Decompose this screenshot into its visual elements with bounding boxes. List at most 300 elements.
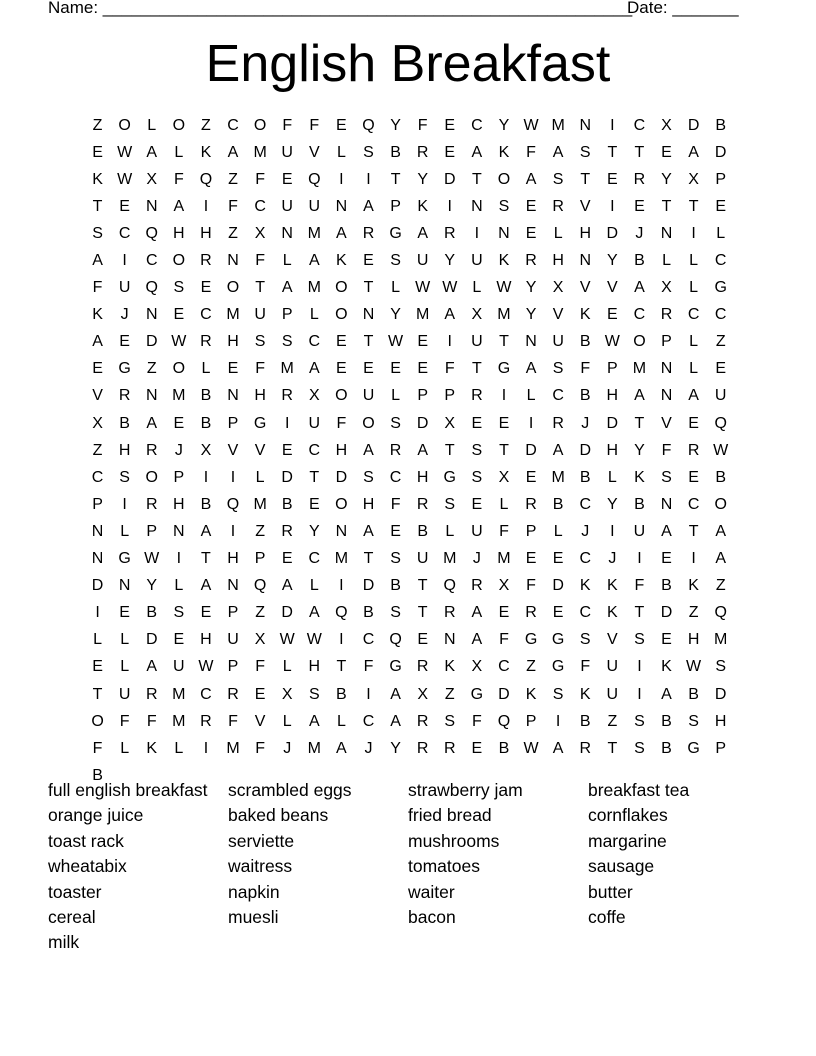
- grid-letter: S: [173, 279, 185, 297]
- grid-letter: S: [634, 739, 645, 757]
- grid-letter: O: [145, 468, 158, 486]
- grid-letter: T: [444, 441, 455, 459]
- grid-letter: U: [254, 306, 266, 324]
- grid-letter: G: [551, 631, 565, 649]
- grid-letter: Z: [201, 116, 211, 134]
- grid-letter: W: [171, 333, 187, 351]
- word-list-item: butter: [588, 881, 633, 902]
- grid-letter: P: [227, 604, 239, 622]
- grid-letter: U: [471, 333, 483, 351]
- grid-letter: U: [416, 550, 429, 568]
- grid-letter: E: [227, 360, 239, 378]
- grid-letter: W: [117, 170, 133, 188]
- grid-letter: W: [415, 279, 431, 297]
- grid-letter: W: [279, 631, 295, 649]
- grid-letter: I: [447, 197, 452, 215]
- grid-letter: Z: [228, 170, 238, 188]
- grid-letter: L: [553, 224, 563, 242]
- grid-letter: A: [146, 414, 158, 432]
- grid-letter: H: [227, 333, 239, 351]
- grid-letter: R: [200, 252, 212, 270]
- grid-letter: T: [499, 441, 509, 459]
- grid-letter: R: [525, 252, 537, 270]
- grid-letter: L: [526, 387, 536, 405]
- grid-letter: C: [714, 252, 727, 270]
- grid-letter: A: [200, 577, 212, 595]
- grid-letter: N: [660, 360, 673, 378]
- grid-letter: I: [691, 550, 696, 568]
- grid-letter: P: [417, 387, 428, 405]
- grid-letter: D: [552, 577, 564, 595]
- grid-letter: R: [471, 577, 483, 595]
- date-field-label: Date: _______: [627, 0, 739, 17]
- grid-letter: Y: [146, 577, 158, 595]
- grid-letter: B: [200, 387, 212, 405]
- grid-letter: Q: [335, 604, 348, 622]
- grid-letter: G: [551, 658, 565, 676]
- grid-letter: O: [362, 414, 375, 432]
- grid-letter: F: [255, 739, 265, 757]
- grid-letter: D: [525, 441, 537, 459]
- grid-letter: C: [118, 224, 131, 242]
- grid-letter: Y: [606, 252, 618, 270]
- grid-letter: E: [471, 495, 483, 513]
- grid-letter: V: [661, 414, 672, 432]
- grid-letter: Q: [443, 577, 456, 595]
- grid-letter: K: [498, 143, 510, 161]
- grid-letter: F: [255, 658, 265, 676]
- grid-letter: E: [634, 197, 645, 215]
- grid-letter: K: [579, 685, 591, 703]
- grid-letter: P: [227, 658, 239, 676]
- grid-letter: W: [713, 441, 729, 459]
- grid-letter: A: [715, 522, 727, 540]
- grid-letter: G: [687, 739, 700, 757]
- grid-letter: B: [579, 468, 591, 486]
- grid-letter: F: [580, 658, 591, 676]
- grid-letter: B: [715, 468, 727, 486]
- grid-letter: A: [200, 522, 212, 540]
- grid-letter: U: [118, 279, 131, 297]
- grid-letter: T: [417, 577, 428, 595]
- grid-letter: E: [688, 468, 699, 486]
- grid-letter: Z: [444, 685, 455, 703]
- grid-letter: Z: [255, 522, 265, 540]
- grid-letter: R: [443, 224, 456, 242]
- grid-letter: C: [633, 306, 646, 324]
- grid-letter: U: [552, 333, 564, 351]
- grid-letter: I: [637, 685, 642, 703]
- grid-letter: N: [579, 252, 592, 270]
- grid-letter: Z: [92, 441, 103, 459]
- grid-letter: B: [92, 766, 103, 784]
- grid-letter: R: [579, 739, 592, 757]
- word-list-item: napkin: [228, 881, 280, 902]
- grid-letter: M: [307, 739, 321, 757]
- grid-letter: R: [145, 685, 158, 703]
- grid-letter: P: [281, 306, 293, 324]
- grid-letter: N: [471, 197, 483, 215]
- page-title: English Breakfast: [205, 35, 611, 93]
- word-list-item: toaster: [48, 881, 102, 902]
- grid-letter: D: [498, 685, 510, 703]
- grid-letter: H: [714, 712, 727, 730]
- grid-letter: Q: [199, 170, 213, 188]
- grid-letter: S: [390, 604, 401, 622]
- grid-letter: E: [661, 550, 672, 568]
- grid-letter: E: [444, 143, 456, 161]
- grid-letter: I: [447, 333, 452, 351]
- grid-letter: A: [281, 577, 293, 595]
- grid-letter: T: [309, 468, 320, 486]
- grid-letter: J: [635, 224, 644, 242]
- grid-letter: C: [471, 116, 483, 134]
- grid-letter: P: [606, 360, 618, 378]
- grid-letter: A: [390, 685, 401, 703]
- grid-letter: O: [253, 116, 267, 134]
- grid-letter: E: [444, 116, 456, 134]
- grid-letter: N: [498, 224, 510, 242]
- grid-letter: T: [634, 143, 645, 161]
- grid-letter: Y: [634, 441, 645, 459]
- grid-letter: E: [606, 306, 618, 324]
- grid-letter: M: [226, 739, 240, 757]
- grid-letter: Y: [390, 116, 401, 134]
- grid-letter: E: [336, 360, 347, 378]
- grid-letter: Y: [308, 522, 320, 540]
- grid-letter: E: [119, 197, 130, 215]
- grid-letter: A: [471, 604, 483, 622]
- grid-letter: K: [579, 306, 591, 324]
- grid-letter: L: [689, 279, 699, 297]
- grid-letter: T: [390, 170, 401, 188]
- grid-letter: D: [660, 604, 673, 622]
- grid-letter: A: [471, 143, 483, 161]
- grid-letter: Z: [715, 333, 726, 351]
- grid-letter: A: [363, 522, 374, 540]
- grid-letter: K: [200, 143, 212, 161]
- grid-letter: Y: [606, 495, 618, 513]
- grid-letter: R: [633, 170, 646, 188]
- grid-letter: N: [660, 495, 673, 513]
- grid-letter: S: [119, 468, 130, 486]
- grid-letter: Y: [525, 306, 537, 324]
- grid-letter: R: [443, 739, 456, 757]
- grid-letter: U: [118, 685, 131, 703]
- grid-letter: T: [634, 414, 645, 432]
- grid-letter: F: [390, 495, 401, 513]
- grid-letter: I: [528, 414, 534, 432]
- grid-letter: L: [120, 631, 130, 649]
- grid-letter: E: [498, 414, 510, 432]
- grid-letter: D: [335, 468, 348, 486]
- grid-letter: E: [661, 143, 672, 161]
- grid-letter: T: [201, 550, 211, 568]
- grid-letter: P: [525, 712, 537, 730]
- grid-letter: F: [92, 279, 103, 297]
- grid-letter: K: [146, 739, 158, 757]
- grid-letter: L: [716, 224, 726, 242]
- grid-letter: C: [254, 197, 266, 215]
- grid-letter: E: [363, 252, 374, 270]
- grid-letter: W: [198, 658, 214, 676]
- grid-letter: F: [92, 739, 103, 757]
- grid-letter: B: [688, 685, 699, 703]
- word-list-item: muesli: [228, 906, 279, 927]
- grid-letter: E: [363, 360, 374, 378]
- grid-letter: U: [471, 252, 483, 270]
- grid-letter: T: [255, 279, 265, 297]
- grid-letter: E: [119, 604, 130, 622]
- grid-letter: K: [92, 170, 103, 188]
- grid-letter: N: [145, 197, 158, 215]
- grid-letter: B: [715, 116, 727, 134]
- word-list-item: orange juice: [48, 805, 144, 826]
- grid-letter: P: [525, 522, 537, 540]
- grid-letter: T: [92, 197, 103, 215]
- grid-letter: X: [444, 414, 456, 432]
- grid-letter: K: [444, 658, 456, 676]
- word-list-item: cereal: [48, 906, 96, 927]
- grid-letter: R: [552, 197, 564, 215]
- grid-letter: X: [498, 577, 510, 595]
- grid-letter: W: [604, 333, 620, 351]
- grid-letter: V: [579, 279, 591, 297]
- grid-letter: A: [525, 170, 537, 188]
- grid-letter: G: [118, 360, 131, 378]
- grid-letter: X: [92, 414, 103, 432]
- grid-letter: B: [200, 414, 212, 432]
- grid-letter: U: [281, 143, 293, 161]
- grid-letter: I: [203, 468, 209, 486]
- grid-letter: I: [230, 522, 236, 540]
- grid-letter: H: [335, 441, 348, 459]
- grid-letter: A: [336, 739, 347, 757]
- grid-letter: R: [145, 441, 158, 459]
- grid-letter: M: [253, 143, 267, 161]
- grid-letter: N: [281, 224, 293, 242]
- grid-letter: X: [146, 170, 158, 188]
- grid-letter: D: [145, 631, 158, 649]
- grid-letter: A: [363, 441, 374, 459]
- grid-letter: H: [308, 658, 321, 676]
- grid-letter: Y: [444, 252, 456, 270]
- grid-letter: N: [145, 387, 158, 405]
- grid-letter: I: [637, 658, 642, 676]
- grid-letter: A: [688, 387, 699, 405]
- grid-letter: L: [553, 522, 563, 540]
- grid-letter: E: [498, 604, 510, 622]
- grid-letter: H: [173, 495, 185, 513]
- grid-letter: E: [200, 279, 212, 297]
- grid-letter: P: [146, 522, 158, 540]
- grid-letter: E: [552, 550, 564, 568]
- grid-letter: U: [281, 197, 293, 215]
- grid-letter: C: [389, 468, 402, 486]
- grid-letter: W: [388, 333, 404, 351]
- grid-letter: Z: [715, 577, 726, 595]
- grid-letter: A: [173, 197, 185, 215]
- grid-letter: S: [281, 333, 293, 351]
- grid-letter: U: [227, 631, 239, 649]
- grid-letter: U: [416, 252, 429, 270]
- grid-letter: Y: [661, 170, 672, 188]
- grid-letter: L: [499, 495, 509, 513]
- grid-letter: G: [497, 360, 511, 378]
- grid-letter: R: [200, 333, 212, 351]
- grid-letter: E: [281, 441, 293, 459]
- word-list-item: strawberry jam: [408, 780, 523, 800]
- grid-letter: Z: [688, 604, 699, 622]
- grid-letter: L: [689, 360, 699, 378]
- grid-letter: T: [92, 685, 103, 703]
- grid-letter: E: [336, 333, 347, 351]
- grid-letter: G: [524, 631, 538, 649]
- grid-letter: R: [443, 604, 456, 622]
- grid-letter: J: [472, 550, 481, 568]
- grid-letter: I: [610, 522, 615, 540]
- grid-letter: F: [146, 712, 157, 730]
- grid-letter: S: [254, 333, 266, 351]
- grid-letter: F: [119, 712, 130, 730]
- grid-letter: M: [253, 495, 267, 513]
- grid-letter: E: [92, 143, 103, 161]
- grid-letter: S: [552, 360, 564, 378]
- grid-letter: X: [552, 279, 564, 297]
- grid-letter: K: [92, 306, 103, 324]
- grid-letter: M: [632, 360, 647, 378]
- grid-letter: I: [366, 685, 371, 703]
- grid-letter: S: [308, 685, 320, 703]
- grid-letter: I: [339, 170, 344, 188]
- grid-letter: I: [230, 468, 236, 486]
- grid-letter: C: [91, 468, 104, 486]
- grid-letter: M: [416, 306, 430, 324]
- grid-letter: F: [173, 170, 184, 188]
- grid-letter: N: [91, 522, 104, 540]
- grid-letter: P: [227, 414, 239, 432]
- grid-letter: E: [173, 414, 185, 432]
- grid-letter: L: [391, 279, 401, 297]
- grid-letter: B: [281, 495, 293, 513]
- grid-letter: N: [118, 577, 131, 595]
- grid-letter: M: [443, 550, 457, 568]
- grid-letter: L: [309, 577, 319, 595]
- grid-letter: R: [227, 685, 239, 703]
- grid-letter: T: [607, 739, 618, 757]
- grid-letter: R: [145, 495, 158, 513]
- grid-letter: M: [226, 306, 240, 324]
- grid-letter: I: [610, 116, 615, 134]
- grid-letter: A: [444, 306, 456, 324]
- grid-letter: P: [254, 550, 266, 568]
- grid-letter: E: [606, 170, 618, 188]
- grid-letter: D: [714, 685, 727, 703]
- grid-letter: A: [281, 279, 293, 297]
- grid-letter: C: [308, 550, 321, 568]
- grid-letter: S: [715, 658, 727, 676]
- grid-letter: Z: [526, 658, 536, 676]
- grid-letter: O: [118, 116, 131, 134]
- grid-letter: W: [117, 143, 133, 161]
- grid-letter: B: [661, 577, 672, 595]
- grid-letter: S: [444, 712, 456, 730]
- grid-letter: V: [254, 441, 266, 459]
- grid-letter: S: [688, 712, 699, 730]
- grid-letter: J: [608, 550, 617, 568]
- word-list-item: bacon: [408, 906, 456, 927]
- grid-letter: L: [120, 739, 130, 757]
- grid-letter: Q: [389, 631, 402, 649]
- grid-letter: D: [606, 414, 619, 432]
- grid-letter: S: [363, 143, 374, 161]
- grid-letter: M: [172, 387, 186, 405]
- grid-letter: D: [606, 224, 619, 242]
- grid-letter: E: [173, 631, 185, 649]
- grid-letter: L: [93, 631, 102, 649]
- grid-letter: G: [389, 658, 402, 676]
- grid-letter: L: [336, 712, 346, 730]
- grid-letter: L: [607, 468, 617, 486]
- grid-letter: W: [523, 116, 539, 134]
- grid-letter: F: [499, 522, 509, 540]
- grid-letter: E: [525, 468, 537, 486]
- grid-letter: C: [579, 550, 592, 568]
- grid-letter: S: [471, 441, 483, 459]
- grid-letter: H: [118, 441, 131, 459]
- grid-letter: Q: [145, 279, 158, 297]
- grid-letter: E: [254, 685, 266, 703]
- grid-letter: A: [417, 224, 428, 242]
- grid-letter: F: [309, 116, 320, 134]
- grid-letter: L: [120, 658, 130, 676]
- grid-letter: C: [552, 387, 564, 405]
- grid-letter: L: [282, 658, 292, 676]
- grid-letter: H: [579, 224, 592, 242]
- grid-letter: E: [525, 550, 537, 568]
- grid-letter: R: [416, 658, 429, 676]
- grid-letter: Q: [226, 495, 240, 513]
- word-list-item: scrambled eggs: [228, 780, 352, 800]
- grid-letter: I: [366, 170, 371, 188]
- word-list-item: breakfast tea: [588, 780, 690, 800]
- grid-letter: K: [661, 658, 672, 676]
- grid-letter: A: [363, 197, 374, 215]
- grid-letter: L: [689, 333, 699, 351]
- grid-letter: X: [471, 306, 483, 324]
- grid-letter: F: [255, 170, 265, 188]
- grid-letter: T: [417, 604, 428, 622]
- grid-letter: A: [552, 143, 564, 161]
- grid-letter: C: [362, 712, 375, 730]
- grid-letter: E: [92, 360, 103, 378]
- grid-letter: G: [714, 279, 727, 297]
- grid-letter: A: [552, 739, 564, 757]
- grid-letter: M: [172, 685, 186, 703]
- grid-letter: F: [255, 252, 265, 270]
- grid-letter: M: [497, 306, 511, 324]
- grid-letter: S: [634, 712, 645, 730]
- grid-letter: A: [390, 712, 401, 730]
- grid-letter: R: [687, 441, 700, 459]
- grid-letter: K: [498, 252, 510, 270]
- grid-letter: R: [416, 143, 429, 161]
- grid-letter: A: [146, 658, 158, 676]
- grid-letter: O: [497, 170, 511, 188]
- grid-letter: Q: [714, 414, 727, 432]
- grid-letter: L: [174, 739, 184, 757]
- grid-letter: T: [688, 522, 699, 540]
